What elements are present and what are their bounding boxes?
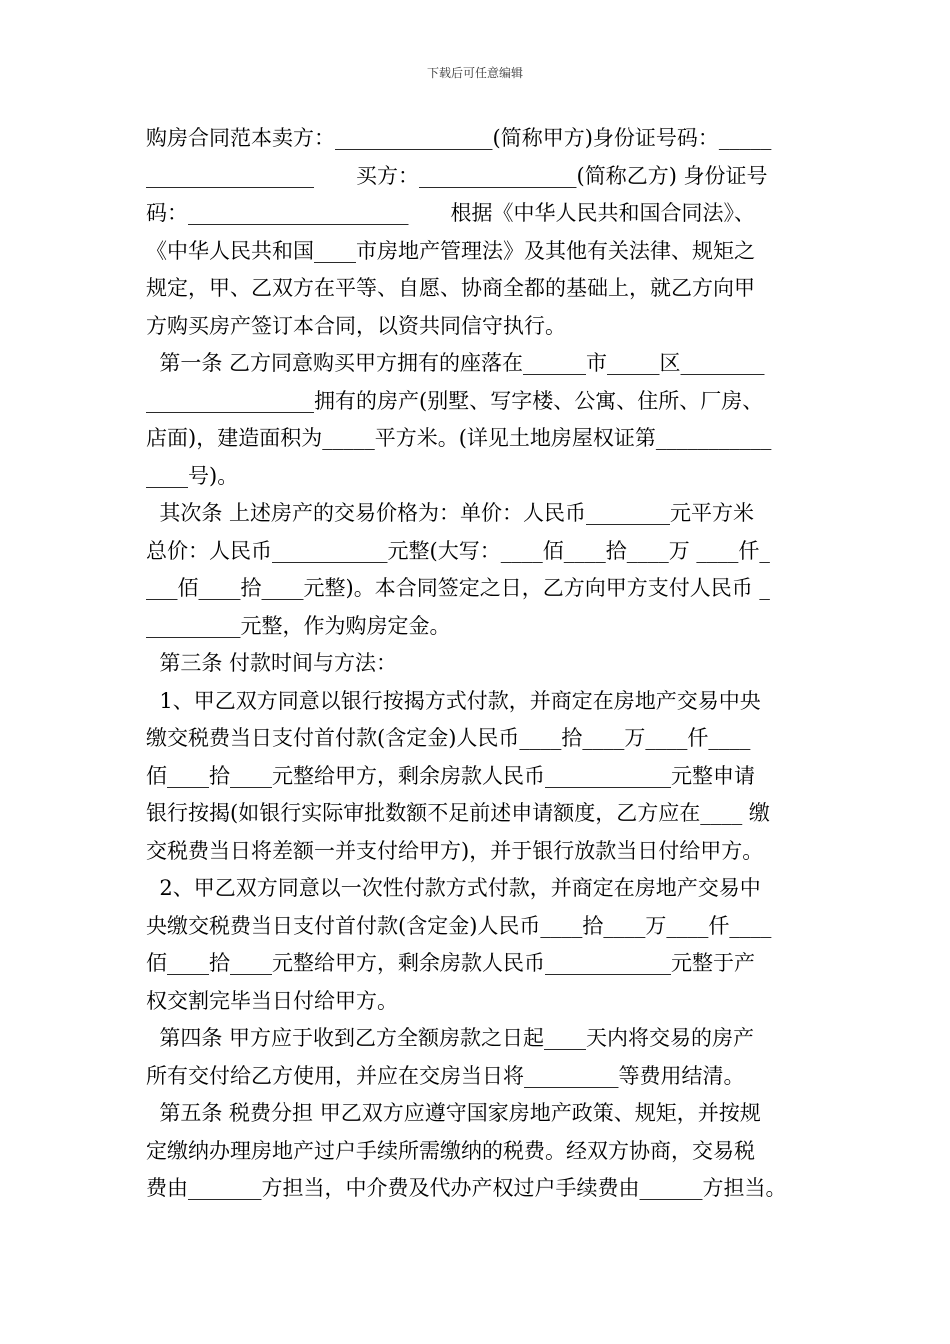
text-line: ________________ 买方：_______________(简称乙方) 身份证号 <box>146 163 768 188</box>
text-line: _________元整，作为购房定金。 <box>146 613 451 638</box>
text-line: 佰____拾____元整给甲方，剩余房款人民币____________元整于产 <box>146 951 755 975</box>
text-line: 费由_______方担当，中介费及代办产权过户手续费由______方担当。 <box>146 1176 787 1200</box>
text-line: 1、甲乙双方同意以银行按揭方式付款，并商定在房地产交易中央 <box>146 688 761 713</box>
text-line: 《中华人民共和国____市房地产管理法》及其他有关法律、规矩之 <box>146 238 755 263</box>
text-line: 缴交税费当日支付首付款(含定金)人民币____拾____万____仟____ <box>146 726 751 750</box>
text-line: 第三条 付款时间与方法： <box>146 651 398 675</box>
text-line: 购房合同范本卖方：_______________(简称甲方)身份证号码：_____ <box>146 126 772 150</box>
text-line: 佰____拾____元整给甲方，剩余房款人民币____________元整申请 <box>146 763 755 788</box>
text-line: 定缴纳办理房地产过户手续所需缴纳的税费。经双方协商，交易税 <box>146 1138 755 1163</box>
text-line: 2、甲乙双方同意以一次性付款方式付款，并商定在房地产交易中 <box>146 876 761 900</box>
text-line: ________________拥有的房产(别墅、写字楼、公寓、住所、厂房、 <box>146 388 764 413</box>
page-header: 下载后可任意编辑 <box>426 66 523 80</box>
text-line: 规定，甲、乙双方在平等、自愿、协商全都的基础上，就乙方向甲 <box>146 276 755 300</box>
text-line: 码：_____________________ 根据《中华人民共和国合同法》、 <box>146 201 755 225</box>
text-line: 权交割完毕当日付给甲方。 <box>146 988 398 1013</box>
text-line: 央缴交税费当日支付首付款(含定金)人民币____拾____万____仟____ <box>146 913 772 938</box>
text-line: 所有交付给乙方使用，并应在交房当日将_________等费用结清。 <box>146 1063 745 1088</box>
contract-body <box>146 120 811 1208</box>
text-line: 第四条 甲方应于收到乙方全额房款之日起____天内将交易的房产 <box>146 1026 755 1050</box>
text-line: 第一条 乙方同意购买甲方拥有的座落在______市_____区________ <box>146 351 765 375</box>
text-line: ____号)。 <box>146 463 239 488</box>
text-line: ___佰____拾____元整)。本合同签定之日，乙方向甲方支付人民币 _ <box>146 576 770 600</box>
text-line: 店面)，建造面积为_____平方米。(详见土地房屋权证第___________ <box>146 426 772 450</box>
text-line: 方购买房产签订本合同，以资共同信守执行。 <box>146 313 566 338</box>
text-line: 其次条 上述房产的交易价格为：单价：人民币________元平方米 <box>146 501 755 525</box>
text-line: 交税费当日将差额一并支付给甲方)，并于银行放款当日付给甲方。 <box>146 838 764 863</box>
text-line: 银行按揭(如银行实际审批数额不足前述申请额度，乙方应在____ 缴 <box>146 801 770 825</box>
text-line: 第五条 税费分担 甲乙双方应遵守国家房地产政策、规矩，并按规 <box>146 1101 761 1125</box>
text-line: 总价：人民币___________元整(大写：____佰____拾____万 ____仟_ <box>146 538 770 563</box>
